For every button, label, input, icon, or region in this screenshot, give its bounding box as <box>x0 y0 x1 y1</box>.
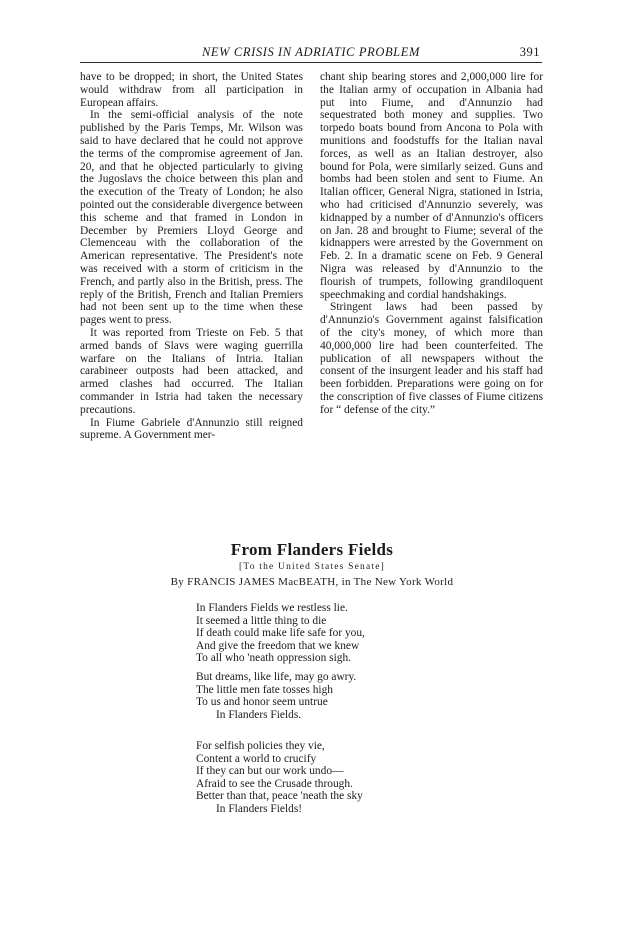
poem-line: The little men fate tosses high <box>196 683 333 696</box>
poem-stanza <box>196 602 365 665</box>
page-number: 391 <box>519 45 540 59</box>
poem-stanza <box>196 671 356 721</box>
poem-stanza <box>196 740 363 816</box>
article-right-column <box>320 71 543 417</box>
poem-line: Better than that, peace 'neath the sky <box>196 790 363 803</box>
article-paragraph: In Fiume Gabriele d'Annunzio still reigned supreme. A Government mer- <box>80 416 303 442</box>
article-paragraph: have to be dropped; in short, the United States would withdraw from all participation in European affairs. <box>80 71 303 109</box>
poem-refrain: In Flanders Fields. <box>216 708 302 721</box>
article-paragraph: It was reported from Trieste on Feb. 5 that armed bands of Slavs were waging guerrilla warfare on the Italians of Intria. Italian carabineer outposts had been attacked, and armed clashes had occurred. The Italian commander in Istria had taken the necessary precautions. <box>80 326 303 416</box>
article-paragraph: In the semi-official analysis of the note published by the Paris Temps, Mr. Wilson was said to have declared that he could not approve the terms of the compromise agreement of Jan. 20, and that he objected particularly to giving the Jugoslavs the choice between this plan and the execution of the Treaty of London; he also pointed out the considerable divergence between this scheme and that framed in London in December by Premiers Lloyd George and Clemenceau with the collaboration of the American representative. The President's note was received with a storm of criticism in the French, and partly also in the British, press. The reply of the British, French and Italian Premiers had not been sent up to the time when these pages went to press. <box>80 109 303 327</box>
running-title: NEW CRISIS IN ADRIATIC PROBLEM <box>202 45 420 59</box>
poem-line: But dreams, like life, may go awry. <box>196 671 357 683</box>
poem-line: Afraid to see the Crusade through. <box>196 777 353 790</box>
poem-title: From Flanders Fields <box>230 540 394 559</box>
article-paragraph: chant ship bearing stores and 2,000,000 lire for the Italian army of occupation in Albania had put into Fiume, and d'Annunzio had sequestrated both money and supplies. Two torpedo boats bound from Ancona to Pola with munitions and foodstuffs for the Italian naval forces, as well as an Italian destroyer, also bound for Pola, were similarly seized. Guns and bombs had been stolen and sent to Fiume. An Italian officer, General Nigra, stationed in Istria, who had criticised d'Annunzio severely, was kidnapped by a number of d'Annunzio's officers on Jan. 28 and brought to Fiume; several of the kidnappers were arrested by the Government on Feb. 2. In a dramatic scene on Feb. 9 General Nigra was released by d'Annunzio to the flourish of trumpets, following grandiloquent speechmaking and cordial handshakings. <box>320 71 543 301</box>
poem-line: To all who 'neath oppression sigh. <box>196 652 352 665</box>
poem-line: It seemed a little thing to die <box>196 614 327 627</box>
running-header <box>80 44 542 63</box>
poem-line: Content a world to crucify <box>196 752 317 765</box>
poem-dedication: [To the United States Senate] <box>239 562 385 572</box>
poem-line: For selfish policies they vie, <box>196 740 325 752</box>
poem-byline: By FRANCIS JAMES MacBEATH, in The New York World <box>170 576 454 588</box>
poem-line: And give the freedom that we knew <box>196 639 360 652</box>
poem-line: If death could make life safe for you, <box>196 627 365 640</box>
article-paragraph: Stringent laws had been passed by d'Annunzio's Government against falsification of the city's money, of which more than 40,000,000 lire had been counterfeited. The publication of all newspapers without the consent of the insurgent leader and his staff had been forbidden. Preparations were going on for the conscription of five classes of Fiume citizens for “ defense of the city.” <box>320 301 543 416</box>
article-left-column <box>80 71 303 442</box>
poem-line: To us and honor seem untrue <box>196 696 328 709</box>
poem-line: In Flanders Fields we restless lie. <box>196 602 348 614</box>
poem-line: If they can but our work undo— <box>196 765 344 778</box>
poem-refrain: In Flanders Fields! <box>216 802 303 815</box>
